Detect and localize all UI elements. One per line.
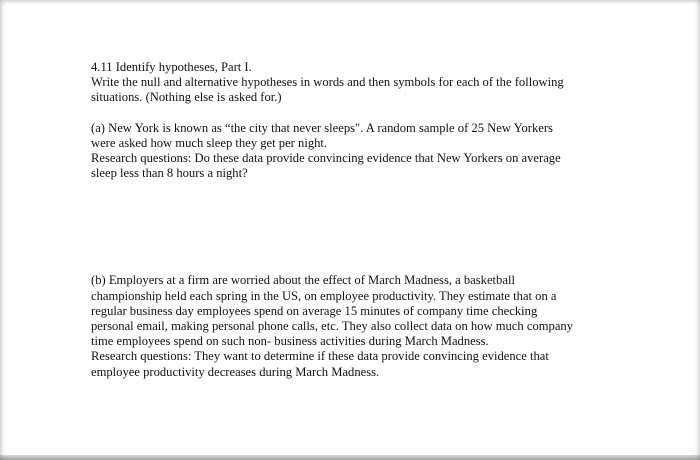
part-a-line-4: sleep less than 8 hours a night?	[91, 166, 248, 181]
part-a-line-1: (a) New York is known as “the city that never sleeps". A random sample of 25 New Yorkers	[91, 120, 553, 135]
part-b-line-3: regular business day employees spend on average 15 minutes of company time checking	[91, 303, 538, 318]
answer-space	[91, 181, 621, 273]
bottom-edge	[0, 455, 700, 460]
problem-heading: 4.11 Identify hypotheses, Part I.	[91, 60, 252, 74]
intro-line-2: situations. (Nothing else is asked for.)	[91, 90, 282, 105]
part-b-line-6: Research questions: They want to determine if these data provide convincing evidence that	[91, 349, 549, 364]
part-b-line-7: employee productivity decreases during March Madness.	[91, 364, 380, 379]
part-a-line-2: were asked how much sleep they get per night.	[91, 135, 328, 150]
part-b-line-5: time employees spend on such non- business activities during March Madness.	[91, 334, 489, 349]
problem-text	[91, 60, 621, 380]
part-b-line-1: (b) Employers at a firm are worried about the effect of March Madness, a basketball	[91, 273, 515, 288]
part-a-line-3: Research questions: Do these data provide convincing evidence that New Yorkers on average	[91, 151, 561, 166]
intro-line-1: Write the null and alternative hypotheses in words and then symbols for each of the following	[91, 75, 564, 90]
part-b-line-2: championship held each spring in the US, on employee productivity. They estimate that on a	[91, 288, 557, 303]
spacer	[91, 106, 621, 121]
part-b-line-4: personal email, making personal phone calls, etc. They also collect data on how much company	[91, 319, 574, 334]
